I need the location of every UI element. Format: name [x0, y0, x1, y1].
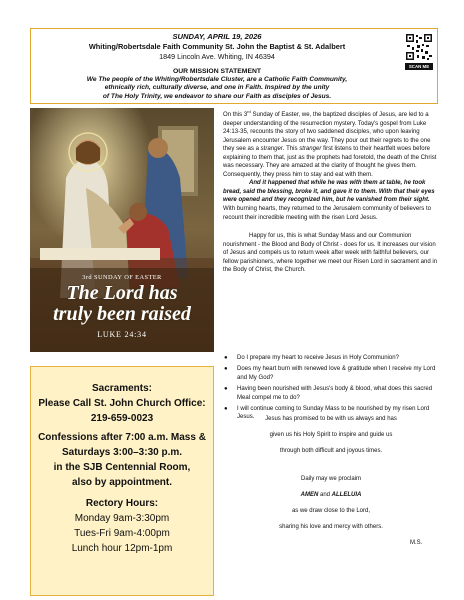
- mission-line: ethnically rich, culturally diverse, and one in Faith. Inspired by the unity: [104, 84, 330, 92]
- sacraments-box: [30, 366, 214, 596]
- closing-line: through both difficult and joyous times.: [279, 448, 383, 454]
- reflection-paragraph-3: Happy for us, this is what Sunday Mass and our Communion nourishment - the Blood and Body of Christ - does for us. It increases our vision of Jesus and compels us to return week after week with faithful believers, our fellow parishioners, where together we meet our Risen Lord in sacrament and in the Body of Christ, the Church.: [223, 233, 438, 274]
- mission-line: We The people of the Whiting/Robertsdale Cluster, are a Catholic Faith Community,: [86, 76, 348, 83]
- closing-line: sharing his love and mercy with others.: [279, 524, 383, 530]
- rectory-hours-monday: Monday 9am-3:30pm: [74, 513, 170, 524]
- list-item: ● Does my heart burn with renewed love & gratitude when I receive my Lord and My God?: [224, 366, 436, 381]
- closing-amen-alleluia: AMEN and ALLELUIA: [300, 492, 362, 498]
- rectory-hours-title: Rectory Hours:: [85, 498, 159, 509]
- parish-address: 1849 Lincoln Ave. Whiting, IN 46394: [159, 52, 275, 61]
- confession-line-1: Confessions after 7:00 a.m. Mass &: [38, 432, 206, 443]
- confession-line-4: also by appointment.: [71, 477, 172, 488]
- closing-line: as we draw close to the Lord,: [291, 508, 371, 514]
- emmaus-painting: [30, 108, 214, 352]
- reflection-questions: [223, 354, 439, 425]
- parish-name: Whiting/Robertsdale Faith Community St. John the Baptist & St. Adalbert: [88, 42, 346, 51]
- office-phone: 219-659-0023: [90, 413, 154, 424]
- qr-code-icon[interactable]: [405, 33, 433, 61]
- scan-me-label: SCAN ME: [405, 63, 433, 70]
- image-caption-title: The Lord has truly been raised: [53, 282, 191, 325]
- closing-line: given us his Holy Spirit to inspire and guide us: [269, 432, 393, 438]
- bulletin-date: SUNDAY, APRIL 19, 2026: [172, 32, 262, 41]
- image-caption-verse: LUKE 24:34: [97, 330, 147, 339]
- bulletin-header: [30, 28, 438, 104]
- gospel-reflection: [223, 108, 439, 275]
- reflection-paragraph-1: On this 3rd Sunday of Easter, we, the baptized disciples of Jesus, are led to a deeper understanding of the resurrection mystery. Today's gospel from Luke 24:13-35, recounts the story of two saddened disciples, who upon leaving Jerusalem encounter Jesus on the way. They pour out their regrets to the one they see as a stranger. This stranger first listens to their heartfelt woes before explaining to them that, just as the prophets had foretold, the death of the Christ was necessary. They are amazed at the clarity of thought he gives them. Consequently, they press him to stay and eat with them.: [223, 109, 437, 178]
- mission-line: of The Holy Trinity, we endeavor to share our Faith as disciples of Jesus.: [102, 92, 332, 100]
- list-item: ● Do I prepare my heart to receive Jesus in Holy Communion?: [224, 355, 399, 361]
- list-item: ● Having been nourished with Jesus's body & blood, what does this sacred Meal compel me to do?: [224, 386, 433, 401]
- author-signature: M.S.: [410, 540, 423, 546]
- list-item: ● I will continue coming to Sunday Mass to be nourished by my risen Lord Jesus.: [224, 406, 430, 421]
- call-office-text: Please Call St. John Church Office:: [38, 398, 206, 409]
- confession-line-3: in the SJB Centennial Room,: [53, 462, 191, 473]
- rectory-hours-tue-fri: Tues-Fri 9am-4:00pm: [74, 528, 170, 539]
- closing-line: Daily may we proclaim: [300, 476, 361, 482]
- mission-title: OUR MISSION STATEMENT: [172, 68, 262, 75]
- reflection-paragraph-2: And it happened that while he was with them at table, he took bread, said the blessing, broke it, and gave it to them. With that their eyes were opened and they recognized him, but he vanished from their sight. With burning hearts, they returned to the Jerusalem community of believers to recount their incredible meeting with the risen Lord Jesus.: [223, 180, 435, 221]
- mission-statement: [37, 76, 397, 101]
- image-caption-sunday: 3rd SUNDAY OF EASTER: [82, 274, 162, 281]
- closing-line: Jesus has promised to be with us always and has: [265, 416, 397, 422]
- rectory-lunch-hour: Lunch hour 12pm-1pm: [71, 543, 173, 554]
- confession-line-2: Saturdays 3:00–3:30 p.m.: [61, 447, 183, 458]
- sacraments-title: Sacraments:: [91, 383, 153, 394]
